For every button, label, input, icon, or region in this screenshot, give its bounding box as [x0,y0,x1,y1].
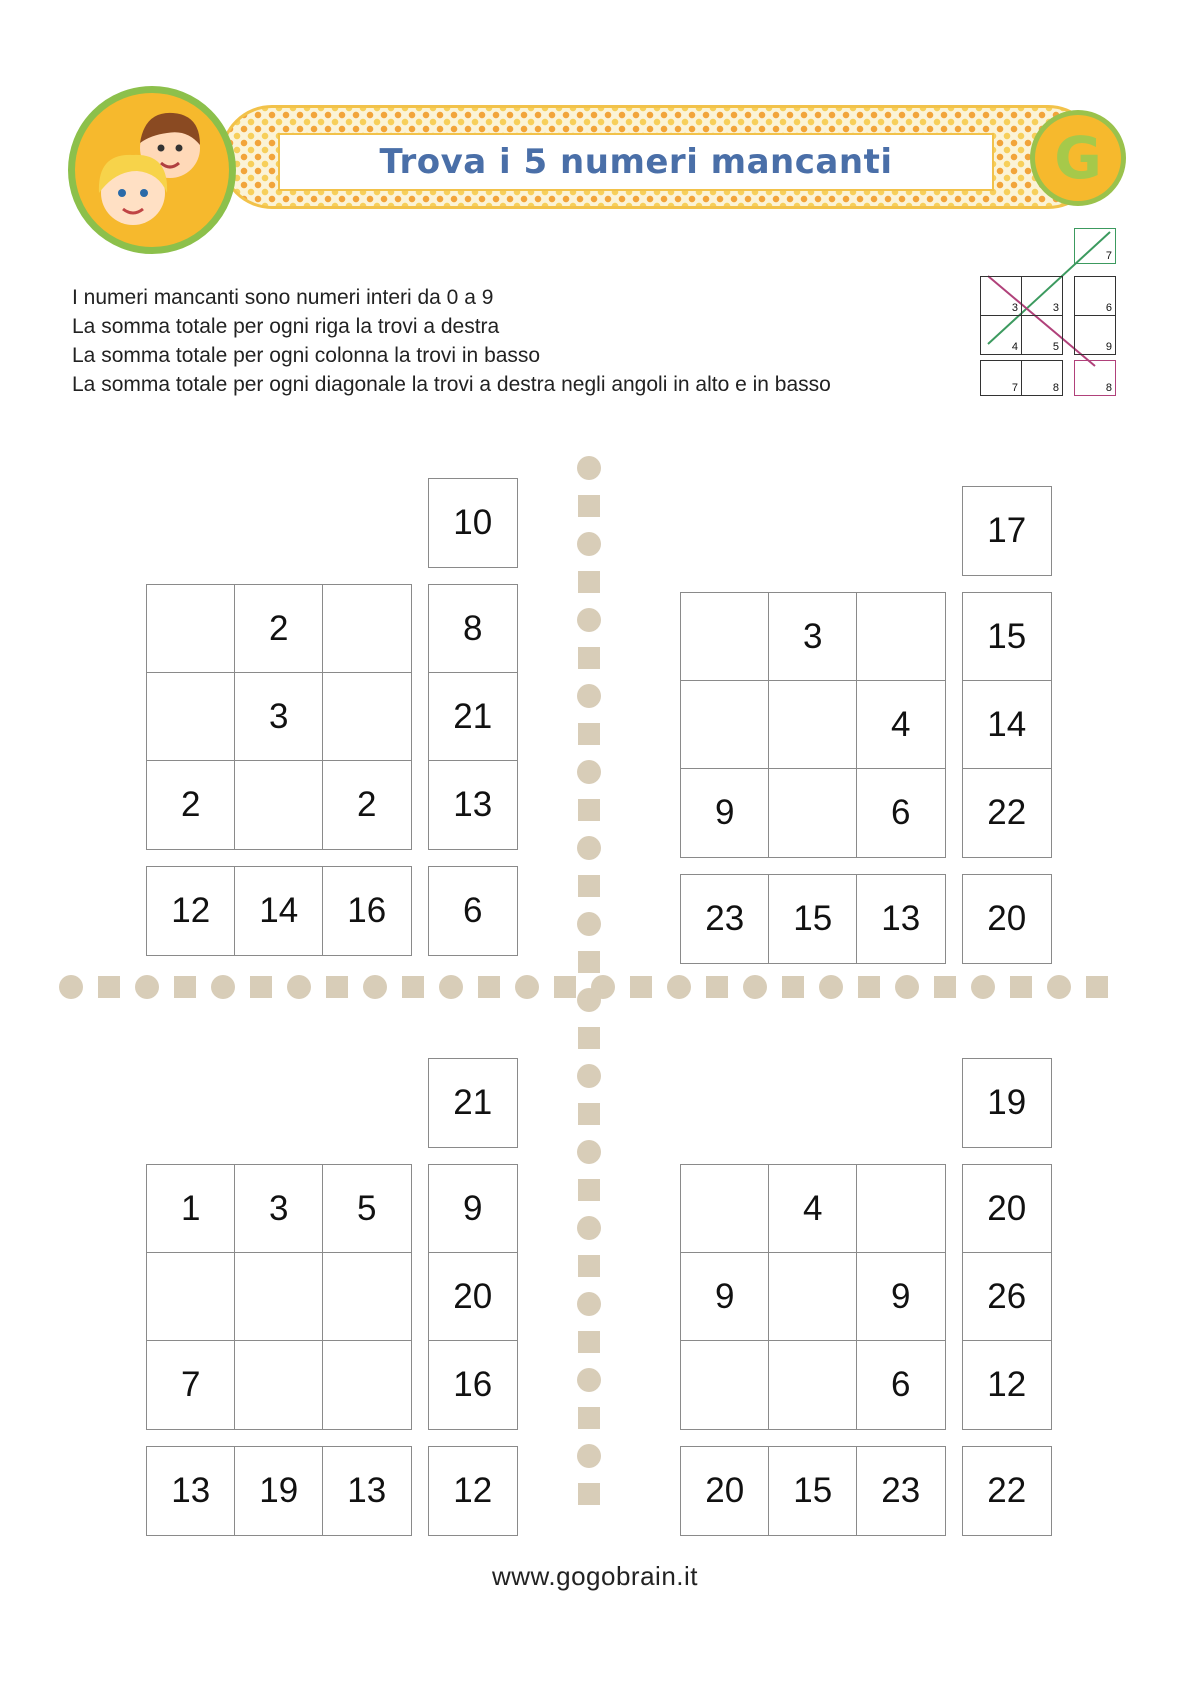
separator-dot [577,1064,601,1088]
diagonal-sum-top: 10 [428,478,518,568]
separator-dot [591,975,615,999]
kids-illustration-icon [68,86,236,254]
separator-dot [577,532,601,556]
column-sum: 23 [856,1446,946,1536]
separator-dot [577,1444,601,1468]
column-sum: 13 [856,874,946,964]
logo-letter: G [1054,124,1102,192]
example-cell [980,276,1022,316]
separator-square [782,976,804,998]
separator-dot [287,975,311,999]
example-cell-value: 3 [1011,302,1018,314]
separator-dot [577,1292,601,1316]
example-cell-value: 5 [1052,341,1059,353]
separator-dot [211,975,235,999]
separator-square [174,976,196,998]
grid-cell: 6 [856,1340,946,1430]
example-col-sum [1021,360,1063,396]
separator-square [578,647,600,669]
grid-cell [322,672,412,762]
grid-cell [322,1340,412,1430]
horizontal-separator [58,973,1122,1001]
separator-square [1010,976,1032,998]
diagonal-sum-bottom: 12 [428,1446,518,1536]
diagonal-sum-top: 21 [428,1058,518,1148]
footer-url: www.gogobrain.it [492,1561,698,1591]
separator-square [578,571,600,593]
separator-dot [577,836,601,860]
grid-cell [768,1340,858,1430]
row-sum: 16 [428,1340,518,1430]
separator-square [1086,976,1108,998]
separator-square [630,976,652,998]
separator-square [578,1255,600,1277]
separator-dot [577,1140,601,1164]
separator-square [578,951,600,973]
grid-cell: 3 [234,672,324,762]
diagonal-sum-bottom: 6 [428,866,518,956]
diagonal-sum-bottom: 20 [962,874,1052,964]
separator-dot [667,975,691,999]
separator-dot [515,975,539,999]
separator-square [578,875,600,897]
grid-cell [234,760,324,850]
instructions [72,283,952,399]
grid-cell: 6 [856,768,946,858]
separator-square [578,723,600,745]
row-sum: 20 [428,1252,518,1342]
diagonal-sum-top: 19 [962,1058,1052,1148]
grid-cell: 2 [322,760,412,850]
row-sum: 12 [962,1340,1052,1430]
grid-cell: 3 [768,592,858,682]
row-sum: 14 [962,680,1052,770]
grid-cell: 9 [856,1252,946,1342]
grid-cell [768,1252,858,1342]
separator-dot [971,975,995,999]
instruction-line: La somma totale per ogni riga la trovi a destra [72,315,500,338]
example-cell [980,315,1022,355]
grid-cell: 4 [856,680,946,770]
example-col-sum-value: 8 [1052,382,1059,394]
separator-square [578,1103,600,1125]
grid-cell [856,592,946,682]
separator-dot [577,912,601,936]
example-row-sum [1074,276,1116,316]
separator-square [250,976,272,998]
row-sum: 22 [962,768,1052,858]
separator-square [858,976,880,998]
example-row-sum-value: 9 [1105,341,1112,353]
separator-dot [577,608,601,632]
row-sum: 13 [428,760,518,850]
grid-cell [322,584,412,674]
separator-dot [59,975,83,999]
separator-dot [577,456,601,480]
separator-dot [819,975,843,999]
grid-cell [680,1164,770,1254]
page-title: Trova i 5 numeri mancanti [379,142,893,182]
separator-square [554,976,576,998]
separator-dot [577,1216,601,1240]
grid-cell [146,1252,236,1342]
separator-square [98,976,120,998]
grid-cell [234,1340,324,1430]
separator-dot [439,975,463,999]
example-cell [1021,315,1063,355]
column-sum: 14 [234,866,324,956]
separator-dot [895,975,919,999]
grid-cell: 5 [322,1164,412,1254]
grid-cell [768,768,858,858]
example-col-sum [980,360,1022,396]
separator-square [578,799,600,821]
separator-dot [363,975,387,999]
instruction-line: I numeri mancanti sono numeri interi da 0 a 9 [72,286,494,309]
grid-cell: 4 [768,1164,858,1254]
grid-cell [680,1340,770,1430]
separator-square [578,1483,600,1505]
instruction-line: La somma totale per ogni colonna la trovi in basso [72,344,541,367]
separator-square [402,976,424,998]
separator-dot [577,684,601,708]
example-cell-value: 3 [1052,302,1059,314]
separator-dot [577,760,601,784]
grid-cell [680,680,770,770]
grid-cell [856,1164,946,1254]
row-sum: 8 [428,584,518,674]
grid-cell [680,592,770,682]
grid-cell: 1 [146,1164,236,1254]
separator-square [478,976,500,998]
example-col-sum-value: 7 [1011,382,1018,394]
diagonal-sum-top: 17 [962,486,1052,576]
grid-cell: 9 [680,1252,770,1342]
column-sum: 15 [768,1446,858,1536]
grid-cell: 2 [234,584,324,674]
grid-cell [768,680,858,770]
example-row-sum-value: 6 [1105,302,1112,314]
grid-cell [234,1252,324,1342]
gogobrain-logo-icon [1030,110,1126,206]
column-sum: 20 [680,1446,770,1536]
grid-cell [322,1252,412,1342]
row-sum: 26 [962,1252,1052,1342]
separator-square [578,1331,600,1353]
example-cell-value: 4 [1011,341,1018,353]
row-sum: 21 [428,672,518,762]
column-sum: 13 [322,1446,412,1536]
row-sum: 20 [962,1164,1052,1254]
separator-square [326,976,348,998]
column-sum: 12 [146,866,236,956]
grid-cell [146,672,236,762]
column-sum: 19 [234,1446,324,1536]
row-sum: 15 [962,592,1052,682]
column-sum: 13 [146,1446,236,1536]
example-diag-bottom-value: 8 [1105,382,1112,394]
title-box [278,133,994,191]
column-sum: 16 [322,866,412,956]
example-diag-bottom-cell [1074,360,1116,396]
example-diag-top-value: 7 [1105,250,1112,262]
separator-square [578,495,600,517]
separator-square [934,976,956,998]
column-sum: 15 [768,874,858,964]
row-sum: 9 [428,1164,518,1254]
grid-cell: 7 [146,1340,236,1430]
example-cell [1021,276,1063,316]
separator-square [578,1027,600,1049]
separator-square [578,1407,600,1429]
separator-square [578,1179,600,1201]
grid-cell: 3 [234,1164,324,1254]
separator-square [706,976,728,998]
diagonal-sum-bottom: 22 [962,1446,1052,1536]
grid-cell: 2 [146,760,236,850]
separator-dot [743,975,767,999]
grid-cell: 9 [680,768,770,858]
separator-dot [577,1368,601,1392]
separator-dot [135,975,159,999]
example-row-sum [1074,315,1116,355]
column-sum: 23 [680,874,770,964]
grid-cell [146,584,236,674]
instruction-line: La somma totale per ogni diagonale la trovi a destra negli angoli in alto e in basso [72,373,831,396]
example-diag-top-cell [1074,228,1116,264]
separator-dot [1047,975,1071,999]
